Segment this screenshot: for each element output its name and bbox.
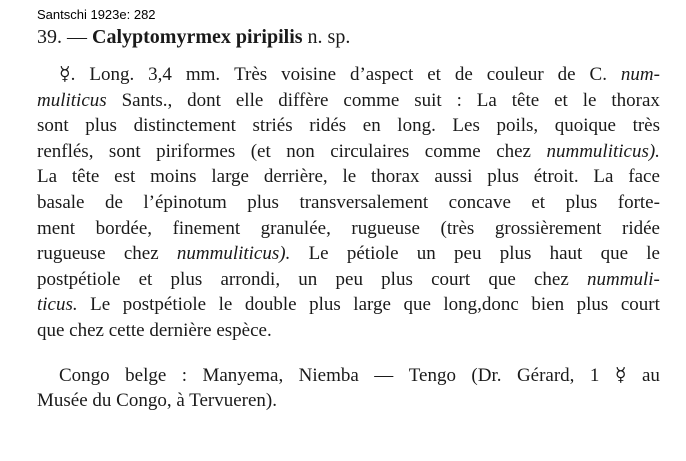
text-line: rugueuse chez nummuliticus). Le pétiole un peu plus haut que le	[37, 243, 660, 265]
page-caption: Santschi 1923e: 282	[37, 7, 156, 22]
text-line: postpétiole et plus arrondi, un peu plus court que chez nummuli-	[37, 268, 660, 290]
description-body	[37, 62, 660, 414]
text-line: Congo belge : Manyema, Niemba — Tengo (Dr. Gérard, 1 ☿ au	[59, 364, 660, 386]
text-line: ticus. Le postpétiole le double plus large que long,donc bien plus court	[37, 294, 660, 316]
species-name: Calyptomyrmex piripilis	[92, 26, 303, 48]
text-line: sont plus distinctement striés ridés en long. Les poils, quoique très	[37, 115, 660, 137]
species-heading	[37, 26, 350, 49]
heading-number: 39. —	[37, 26, 87, 48]
text-line: La tête est moins large derrière, le thorax aussi plus étroit. La face	[37, 166, 660, 188]
text-line: ment bordée, finement granulée, rugueuse (très grossièrement ridée	[37, 217, 660, 239]
text-line: muliticus Sants., dont elle diffère comme suit : La tête et le thorax	[37, 89, 660, 111]
heading-suffix: n. sp.	[307, 26, 351, 48]
locality-paragraph	[37, 363, 660, 414]
text-line: ☿. Long. 3,4 mm. Très voisine d’aspect et de couleur de C. num-	[59, 64, 660, 85]
description-paragraph	[37, 62, 660, 344]
paragraph-gap	[37, 344, 660, 363]
text-line: basale de l’épinotum plus transversalement concave et plus forte-	[37, 191, 660, 213]
text-line: renflés, sont piriformes (et non circulaires comme chez nummuliticus).	[37, 140, 660, 162]
text-line: que chez cette dernière espèce.	[37, 319, 272, 341]
text-line: Musée du Congo, à Tervueren).	[37, 390, 277, 412]
